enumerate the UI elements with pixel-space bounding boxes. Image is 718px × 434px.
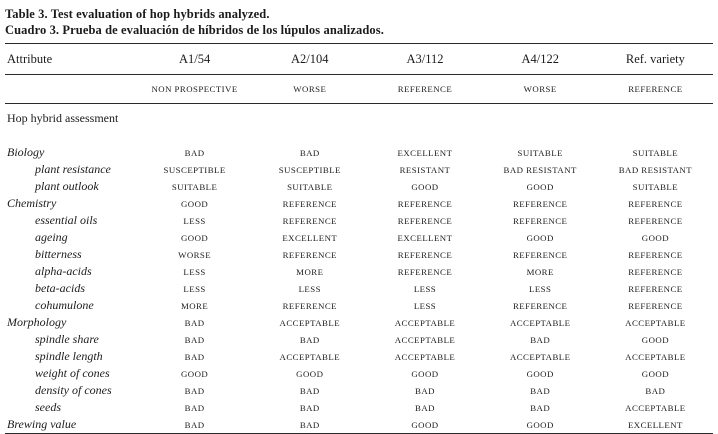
cell-value: REFERENCE	[628, 250, 683, 260]
cell-value: REFERENCE	[397, 250, 453, 260]
row-label: Chemistry	[7, 196, 57, 210]
cell-value: BAD	[645, 386, 666, 396]
row-label: essential oils	[35, 213, 98, 227]
cell-value: LESS	[183, 284, 206, 294]
cell-value: BAD	[184, 318, 205, 328]
cell-value: BAD	[299, 335, 320, 345]
cell-value: EXCELLENT	[282, 233, 338, 243]
cell-value: BAD	[530, 335, 551, 345]
cell-value: BAD	[299, 420, 320, 430]
row-label: Biology	[7, 145, 45, 159]
table-row	[5, 297, 713, 314]
cell-value: REFERENCE	[397, 84, 453, 94]
row-label: Hop hybrid assessment	[7, 111, 119, 125]
column-header-a1-54: A1/54	[178, 52, 211, 66]
cell-value: ACCEPTABLE	[509, 352, 571, 362]
cell-value: MORE	[296, 267, 324, 277]
table-row	[5, 280, 713, 297]
cell-value: ACCEPTABLE	[279, 352, 341, 362]
cell-value: REFERENCE	[628, 284, 683, 294]
cell-value: WORSE	[523, 84, 557, 94]
cell-value: SUITABLE	[517, 148, 563, 158]
cell-value: MORE	[180, 301, 209, 311]
cell-value: BAD	[184, 386, 205, 396]
cell-value: REFERENCE	[628, 216, 683, 226]
cell-value: ACCEPTABLE	[394, 335, 456, 345]
row-label: plant resistance	[35, 162, 111, 176]
table-header-row	[5, 44, 713, 74]
cell-value: REFERENCE	[282, 199, 337, 209]
cell-value: BAD	[530, 403, 551, 413]
table-row	[5, 348, 713, 365]
table-row	[5, 365, 713, 382]
cell-value: GOOD	[526, 182, 554, 192]
cell-value: GOOD	[641, 335, 669, 345]
cell-value: MORE	[526, 267, 554, 277]
column-header-a2-104: A2/104	[291, 52, 329, 66]
paper-table-figure	[5, 6, 713, 434]
table-row	[5, 382, 713, 399]
cell-value: BAD	[299, 403, 320, 413]
cell-value: GOOD	[411, 369, 439, 379]
table-row	[5, 246, 713, 263]
row-label: plant outlook	[35, 179, 99, 193]
cell-value: NON PROSPECTIVE	[151, 84, 238, 94]
cell-value: SUSCEPTIBLE	[163, 165, 226, 175]
row-label: spindle share	[35, 332, 99, 346]
cell-value: REFERENCE	[512, 216, 568, 226]
table-row	[5, 416, 713, 433]
cell-value: GOOD	[526, 233, 554, 243]
cell-value: WORSE	[293, 84, 327, 94]
cell-value: REFERENCE	[282, 301, 337, 311]
cell-value: BAD	[299, 386, 320, 396]
cell-value: RESISTANT	[399, 165, 451, 175]
cell-value: REFERENCE	[512, 301, 568, 311]
table-row	[5, 178, 713, 195]
cell-value: REFERENCE	[282, 216, 337, 226]
cell-value: GOOD	[411, 182, 439, 192]
cell-value: GOOD	[180, 369, 209, 379]
cell-value: LESS	[298, 284, 321, 294]
cell-value: ACCEPTABLE	[394, 352, 456, 362]
cell-value: BAD	[184, 420, 205, 430]
row-label: Brewing value	[7, 417, 77, 431]
table-row	[5, 314, 713, 331]
table-row	[5, 212, 713, 229]
table-row	[5, 263, 713, 280]
cell-value: ACCEPTABLE	[625, 318, 686, 328]
row-label: beta-acids	[35, 281, 85, 295]
table-caption	[5, 6, 713, 38]
table-row	[5, 331, 713, 348]
column-header-attribute: Attribute	[7, 52, 53, 66]
cell-value: GOOD	[526, 420, 554, 430]
cell-value: GOOD	[526, 369, 554, 379]
cell-value: REFERENCE	[512, 250, 568, 260]
cell-value: LESS	[529, 284, 552, 294]
cell-value: REFERENCE	[397, 216, 453, 226]
row-label: spindle length	[35, 349, 103, 363]
table-title-english: Table 3. Test evaluation of hop hybrids analyzed.	[5, 7, 270, 21]
table-row	[5, 161, 713, 178]
cell-value: GOOD	[411, 420, 439, 430]
column-header-a3-112: A3/112	[406, 52, 444, 66]
cell-value: ACCEPTABLE	[394, 318, 456, 328]
table-row	[5, 399, 713, 416]
cell-value: GOOD	[180, 233, 209, 243]
cell-value: BAD	[415, 403, 435, 413]
table-row	[5, 104, 713, 133]
table-body	[5, 75, 713, 433]
cell-value: REFERENCE	[628, 199, 683, 209]
row-label: Morphology	[7, 315, 67, 329]
cell-value: BAD RESISTANT	[618, 165, 693, 175]
cell-value: SUSCEPTIBLE	[278, 165, 341, 175]
cell-value: REFERENCE	[282, 250, 337, 260]
cell-value: ACCEPTABLE	[625, 403, 686, 413]
row-label: bitterness	[35, 247, 82, 261]
cell-value: SUITABLE	[632, 148, 679, 158]
cell-value: BAD	[530, 386, 551, 396]
cell-value: GOOD	[180, 199, 209, 209]
cell-value: EXCELLENT	[397, 233, 453, 243]
cell-value: GOOD	[641, 369, 669, 379]
cell-value: ACCEPTABLE	[279, 318, 341, 328]
cell-value: REFERENCE	[628, 267, 683, 277]
cell-value: ACCEPTABLE	[509, 318, 571, 328]
cell-value: LESS	[183, 216, 206, 226]
cell-value: EXCELLENT	[627, 420, 683, 430]
cell-value: ACCEPTABLE	[625, 352, 686, 362]
cell-value: BAD	[299, 148, 320, 158]
cell-value: REFERENCE	[397, 267, 453, 277]
cell-value: BAD	[415, 386, 435, 396]
row-label: alpha-acids	[35, 264, 92, 278]
column-header-a4-122: A4/122	[521, 52, 559, 66]
cell-value: GOOD	[641, 233, 669, 243]
cell-value: LESS	[413, 301, 437, 311]
cell-value: LESS	[413, 284, 437, 294]
cell-value: WORSE	[178, 250, 212, 260]
row-label: weight of cones	[35, 366, 110, 380]
table-title-spanish: Cuadro 3. Prueba de evaluación de híbridos de los lúpulos analizados.	[5, 23, 384, 37]
table-row	[5, 229, 713, 246]
table-row	[5, 144, 713, 161]
cell-value: SUITABLE	[171, 182, 218, 192]
cell-value: BAD RESISTANT	[503, 165, 577, 175]
column-header-ref-variety: Ref. variety	[625, 52, 685, 66]
cell-value: GOOD	[296, 369, 324, 379]
row-label: ageing	[35, 230, 68, 244]
cell-value: SUITABLE	[287, 182, 333, 192]
row-label: density of cones	[35, 383, 112, 397]
cell-value: BAD	[184, 148, 205, 158]
cell-value: REFERENCE	[628, 84, 683, 94]
cell-value: BAD	[184, 335, 205, 345]
cell-value: LESS	[183, 267, 206, 277]
cell-value: SUITABLE	[632, 182, 679, 192]
cell-value: REFERENCE	[512, 199, 568, 209]
cell-value: BAD	[184, 403, 205, 413]
cell-value: EXCELLENT	[397, 148, 453, 158]
cell-value: BAD	[184, 352, 205, 362]
table-row	[5, 75, 713, 103]
cell-value: REFERENCE	[628, 301, 683, 311]
cell-value: REFERENCE	[397, 199, 453, 209]
row-label: cohumulone	[35, 298, 94, 312]
table-row	[5, 195, 713, 212]
row-label: seeds	[35, 400, 61, 414]
